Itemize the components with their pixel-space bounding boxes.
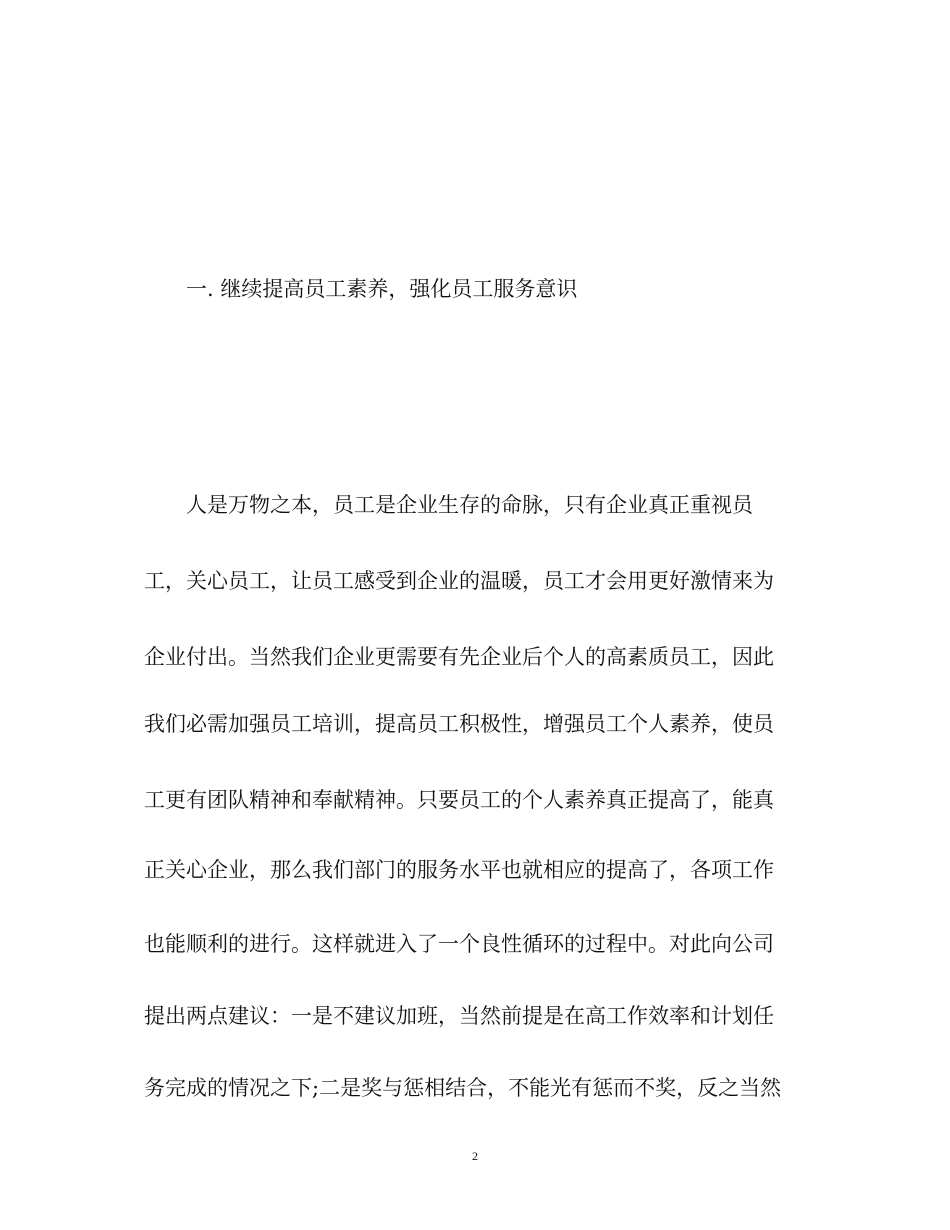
paragraph-line: 提出两点建议：一是不建议加班，当然前提是在高工作效率和计划任 xyxy=(144,1004,774,1028)
paragraph-line: 人是万物之本，员工是企业生存的命脉，只有企业真正重视员 xyxy=(186,493,753,517)
section-heading: 一. 继续提高员工素养，强化员工服务意识 xyxy=(186,277,578,301)
paragraph-line: 也能顺利的进行。这样就进入了一个良性循环的过程中。对此向公司 xyxy=(144,932,774,956)
page-number: 2 xyxy=(472,1149,478,1163)
paragraph-line: 企业付出。当然我们企业更需要有先企业后个人的高素质员工，因此 xyxy=(144,645,774,669)
paragraph-line: 正关心企业，那么我们部门的服务水平也就相应的提高了，各项工作 xyxy=(144,858,774,882)
paragraph-line: 工，关心员工，让员工感受到企业的温暖，员工才会用更好激情来为 xyxy=(144,569,774,593)
paragraph-line: 我们必需加强员工培训，提高员工积极性，增强员工个人素养，使员 xyxy=(144,712,774,736)
paragraph-line: 工更有团队精神和奉献精神。只要员工的个人素养真正提高了，能真 xyxy=(144,788,774,812)
paragraph-line: 务完成的情况之下;二是奖与惩相结合，不能光有惩而不奖，反之当然 xyxy=(144,1076,782,1100)
